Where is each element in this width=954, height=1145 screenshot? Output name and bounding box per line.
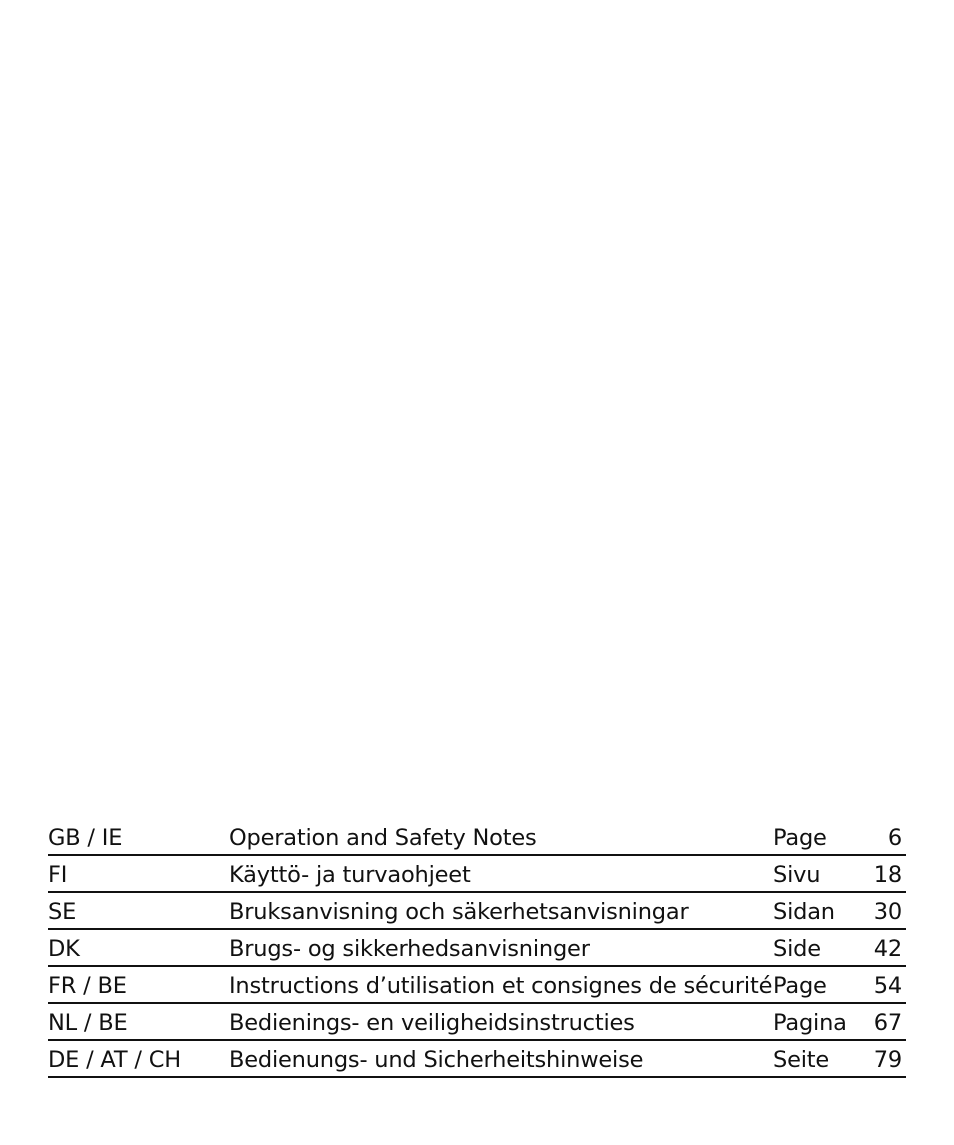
page-number: 30 <box>873 899 902 925</box>
country-code: GB / IE <box>48 825 123 851</box>
page-label: Sivu <box>773 862 821 888</box>
page-label: Page <box>773 973 827 999</box>
country-code: FI <box>48 862 68 888</box>
country-code: FR / BE <box>48 973 127 999</box>
country-code: SE <box>48 899 77 925</box>
language-table-of-contents <box>48 819 906 1078</box>
section-title: Bedienungs- und Sicherheitshinweise <box>229 1047 644 1073</box>
section-title: Bruksanvisning och säkerhetsanvisningar <box>229 899 689 925</box>
page-number: 79 <box>873 1047 902 1073</box>
page-number: 67 <box>873 1010 902 1036</box>
section-title: Operation and Safety Notes <box>229 825 537 851</box>
toc-row-gb-ie <box>48 819 906 856</box>
toc-row-fr-be <box>48 967 906 1004</box>
page-label: Pagina <box>773 1010 847 1036</box>
toc-row-nl-be <box>48 1004 906 1041</box>
country-code: DE / AT / CH <box>48 1047 181 1073</box>
page-label: Sidan <box>773 899 835 925</box>
toc-row-dk <box>48 930 906 967</box>
section-title: Bedienings- en veiligheidsinstructies <box>229 1010 635 1036</box>
page-label: Side <box>773 936 821 962</box>
toc-row-de-at-ch <box>48 1041 906 1078</box>
country-code: NL / BE <box>48 1010 128 1036</box>
section-title: Käyttö- ja turvaohjeet <box>229 862 471 888</box>
page-number: 18 <box>873 862 902 888</box>
country-code: DK <box>48 936 80 962</box>
page-label: Seite <box>773 1047 830 1073</box>
page-number: 6 <box>887 825 902 851</box>
section-title: Instructions d’utilisation et consignes de sécurité <box>229 973 773 999</box>
page-label: Page <box>773 825 827 851</box>
section-title: Brugs- og sikkerhedsanvisninger <box>229 936 590 962</box>
page-number: 42 <box>873 936 902 962</box>
toc-row-fi <box>48 856 906 893</box>
page-number: 54 <box>873 973 902 999</box>
toc-row-se <box>48 893 906 930</box>
